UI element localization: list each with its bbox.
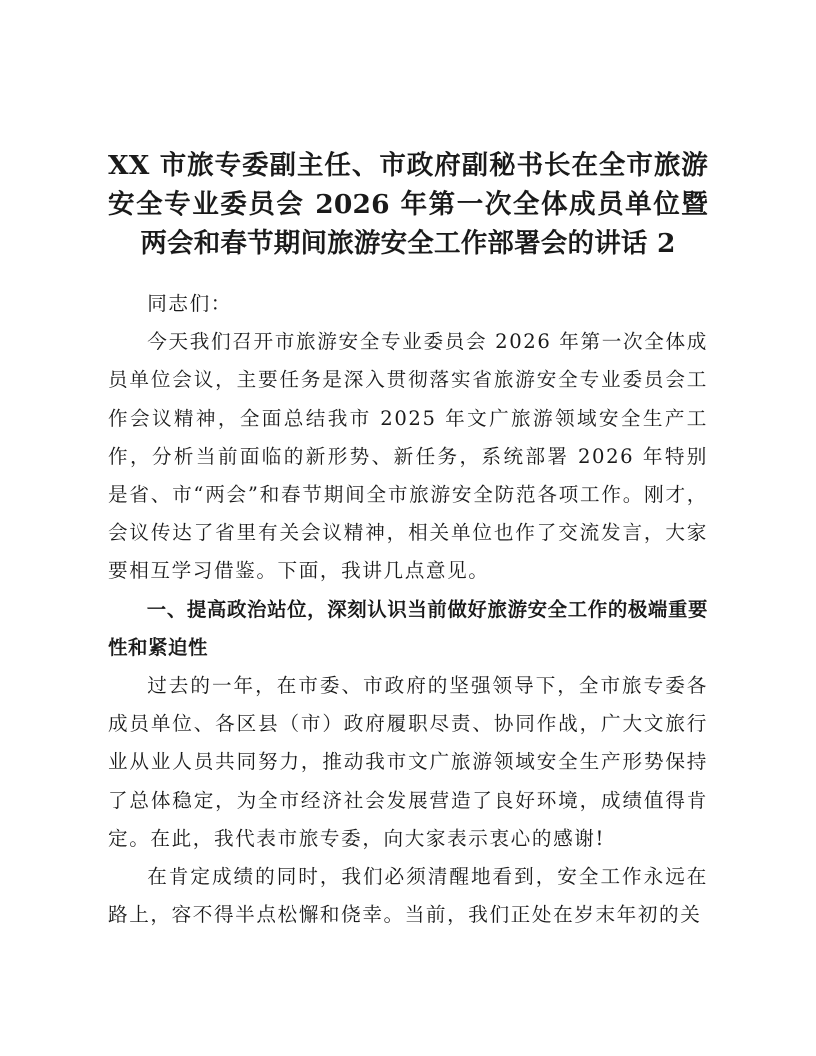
salutation: 同志们： bbox=[147, 292, 232, 315]
body-paragraph: 过去的一年，在市委、市政府的坚强领导下，全市旅专委各成员单位、各区县（市）政府履职尽责、协同作战，广大文旅行业从业人员共同努力，推动我市文广旅游领域安全生产形势保持了总体稳定，为全市经济社会发展营造了良好环境，成绩值得肯定。在此，我代表市旅专委，向大家表示衷心的感谢! bbox=[108, 674, 708, 850]
document-title: XX 市旅专委副主任、市政府副秘书长在全市旅游安全专业委员会 2026 年第一次全体成员单位暨两会和春节期间旅游安全工作部署会的讲话 2 bbox=[108, 150, 708, 259]
section-heading: 一、提高政治站位，深刻认识当前做好旅游安全工作的极端重要性和紧迫性 bbox=[108, 597, 708, 659]
body-paragraph: 在肯定成绩的同时，我们必须清醒地看到，安全工作永远在路上，容不得半点松懈和侥幸。当前，我们正处在岁末年初的关 bbox=[108, 865, 708, 927]
document-page bbox=[108, 146, 708, 934]
body-paragraph: 今天我们召开市旅游安全专业委员会 2026 年第一次全体成员单位会议，主要任务是深入贯彻落实省旅游安全专业委员会工作会议精神，全面总结我市 2025 年文广旅游领域安全生产工作，分析当前面临的新形势、新任务，系统部署 2026 年特别是省、市“两会”和春节期间全市旅游安全防范各项工作。刚才，会议传达了省里有关会议精神，相关单位也作了交流发言，大家要相互学习借鉴。下面，我讲几点意见。 bbox=[108, 330, 708, 583]
